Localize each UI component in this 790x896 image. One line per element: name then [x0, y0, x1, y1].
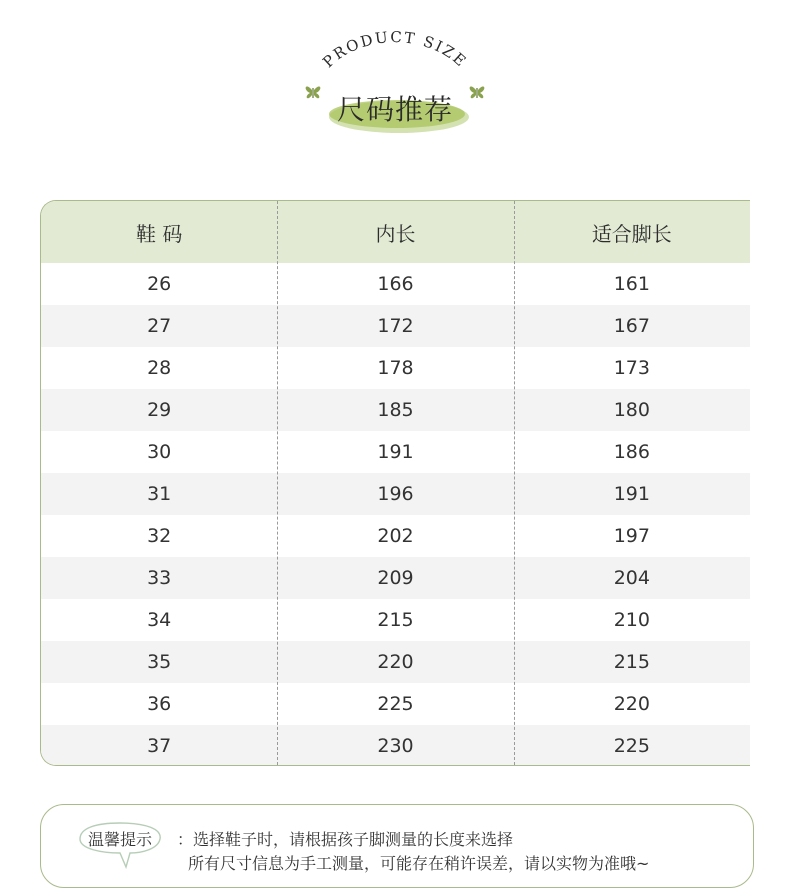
column-header-shoe-size: 鞋 码 [135, 221, 183, 246]
cell-inner-length: 185 [377, 399, 414, 421]
column-header-inner-length: 内长 [375, 221, 416, 246]
cell-inner-length: 202 [377, 525, 414, 547]
table-row [41, 641, 750, 683]
cell-foot-length: 225 [613, 735, 650, 757]
cell-shoe-size: 30 [147, 441, 172, 463]
cell-foot-length: 210 [613, 609, 650, 631]
column-header-foot-length: 适合脚长 [591, 221, 672, 246]
cell-inner-length: 191 [377, 441, 414, 463]
cell-inner-length: 209 [377, 567, 414, 589]
table-row [41, 683, 750, 725]
table-row [41, 431, 750, 473]
size-table [40, 200, 750, 766]
cell-foot-length: 215 [613, 651, 650, 673]
cell-shoe-size: 31 [147, 483, 172, 505]
cell-inner-length: 178 [377, 357, 414, 379]
cell-foot-length: 167 [613, 315, 650, 337]
arc-text: PRODUCT SIZE [319, 30, 471, 72]
cell-foot-length: 180 [613, 399, 650, 421]
cell-shoe-size: 32 [147, 525, 172, 547]
cell-shoe-size: 34 [147, 609, 172, 631]
table-row [41, 305, 750, 347]
table-row [41, 515, 750, 557]
column-divider [514, 201, 515, 765]
cell-shoe-size: 33 [147, 567, 172, 589]
cell-inner-length: 172 [377, 315, 414, 337]
cell-inner-length: 196 [377, 483, 414, 505]
cell-inner-length: 215 [377, 609, 414, 631]
tip-line-2: 所有尺寸信息为手工测量，可能存在稍许误差，请以实物为准哦~ [188, 854, 650, 873]
cell-shoe-size: 26 [147, 273, 172, 295]
cell-shoe-size: 35 [147, 651, 172, 673]
cell-shoe-size: 29 [147, 399, 172, 421]
cell-shoe-size: 27 [147, 315, 172, 337]
cell-foot-length: 173 [613, 357, 650, 379]
table-row [41, 473, 750, 515]
tip-box [40, 804, 754, 888]
cell-shoe-size: 37 [147, 735, 172, 757]
cell-inner-length: 166 [377, 273, 414, 295]
table-row [41, 725, 750, 766]
cell-foot-length: 204 [613, 567, 650, 589]
cell-inner-length: 220 [377, 651, 414, 673]
table-row [41, 599, 750, 641]
cell-shoe-size: 28 [147, 357, 172, 379]
tip-line-1: ：选择鞋子时，请根据孩子脚测量的长度来选择 [177, 830, 514, 849]
cell-foot-length: 197 [613, 525, 650, 547]
product-size-emblem [295, 30, 495, 150]
cell-foot-length: 191 [613, 483, 650, 505]
cell-shoe-size: 36 [147, 693, 172, 715]
table-row [41, 389, 750, 431]
cell-inner-length: 225 [377, 693, 414, 715]
cell-foot-length: 186 [613, 441, 650, 463]
column-divider [277, 201, 278, 765]
tip-badge-label: 温馨提示 [87, 830, 152, 849]
table-header-row [41, 201, 750, 263]
table-body [41, 263, 750, 766]
table-row [41, 263, 750, 305]
table-row [41, 347, 750, 389]
cell-foot-length: 161 [613, 273, 650, 295]
cell-inner-length: 230 [377, 735, 414, 757]
cell-foot-length: 220 [613, 693, 650, 715]
table-row [41, 557, 750, 599]
tip-badge [76, 819, 164, 875]
page-title: 尺码推荐 [336, 93, 453, 126]
